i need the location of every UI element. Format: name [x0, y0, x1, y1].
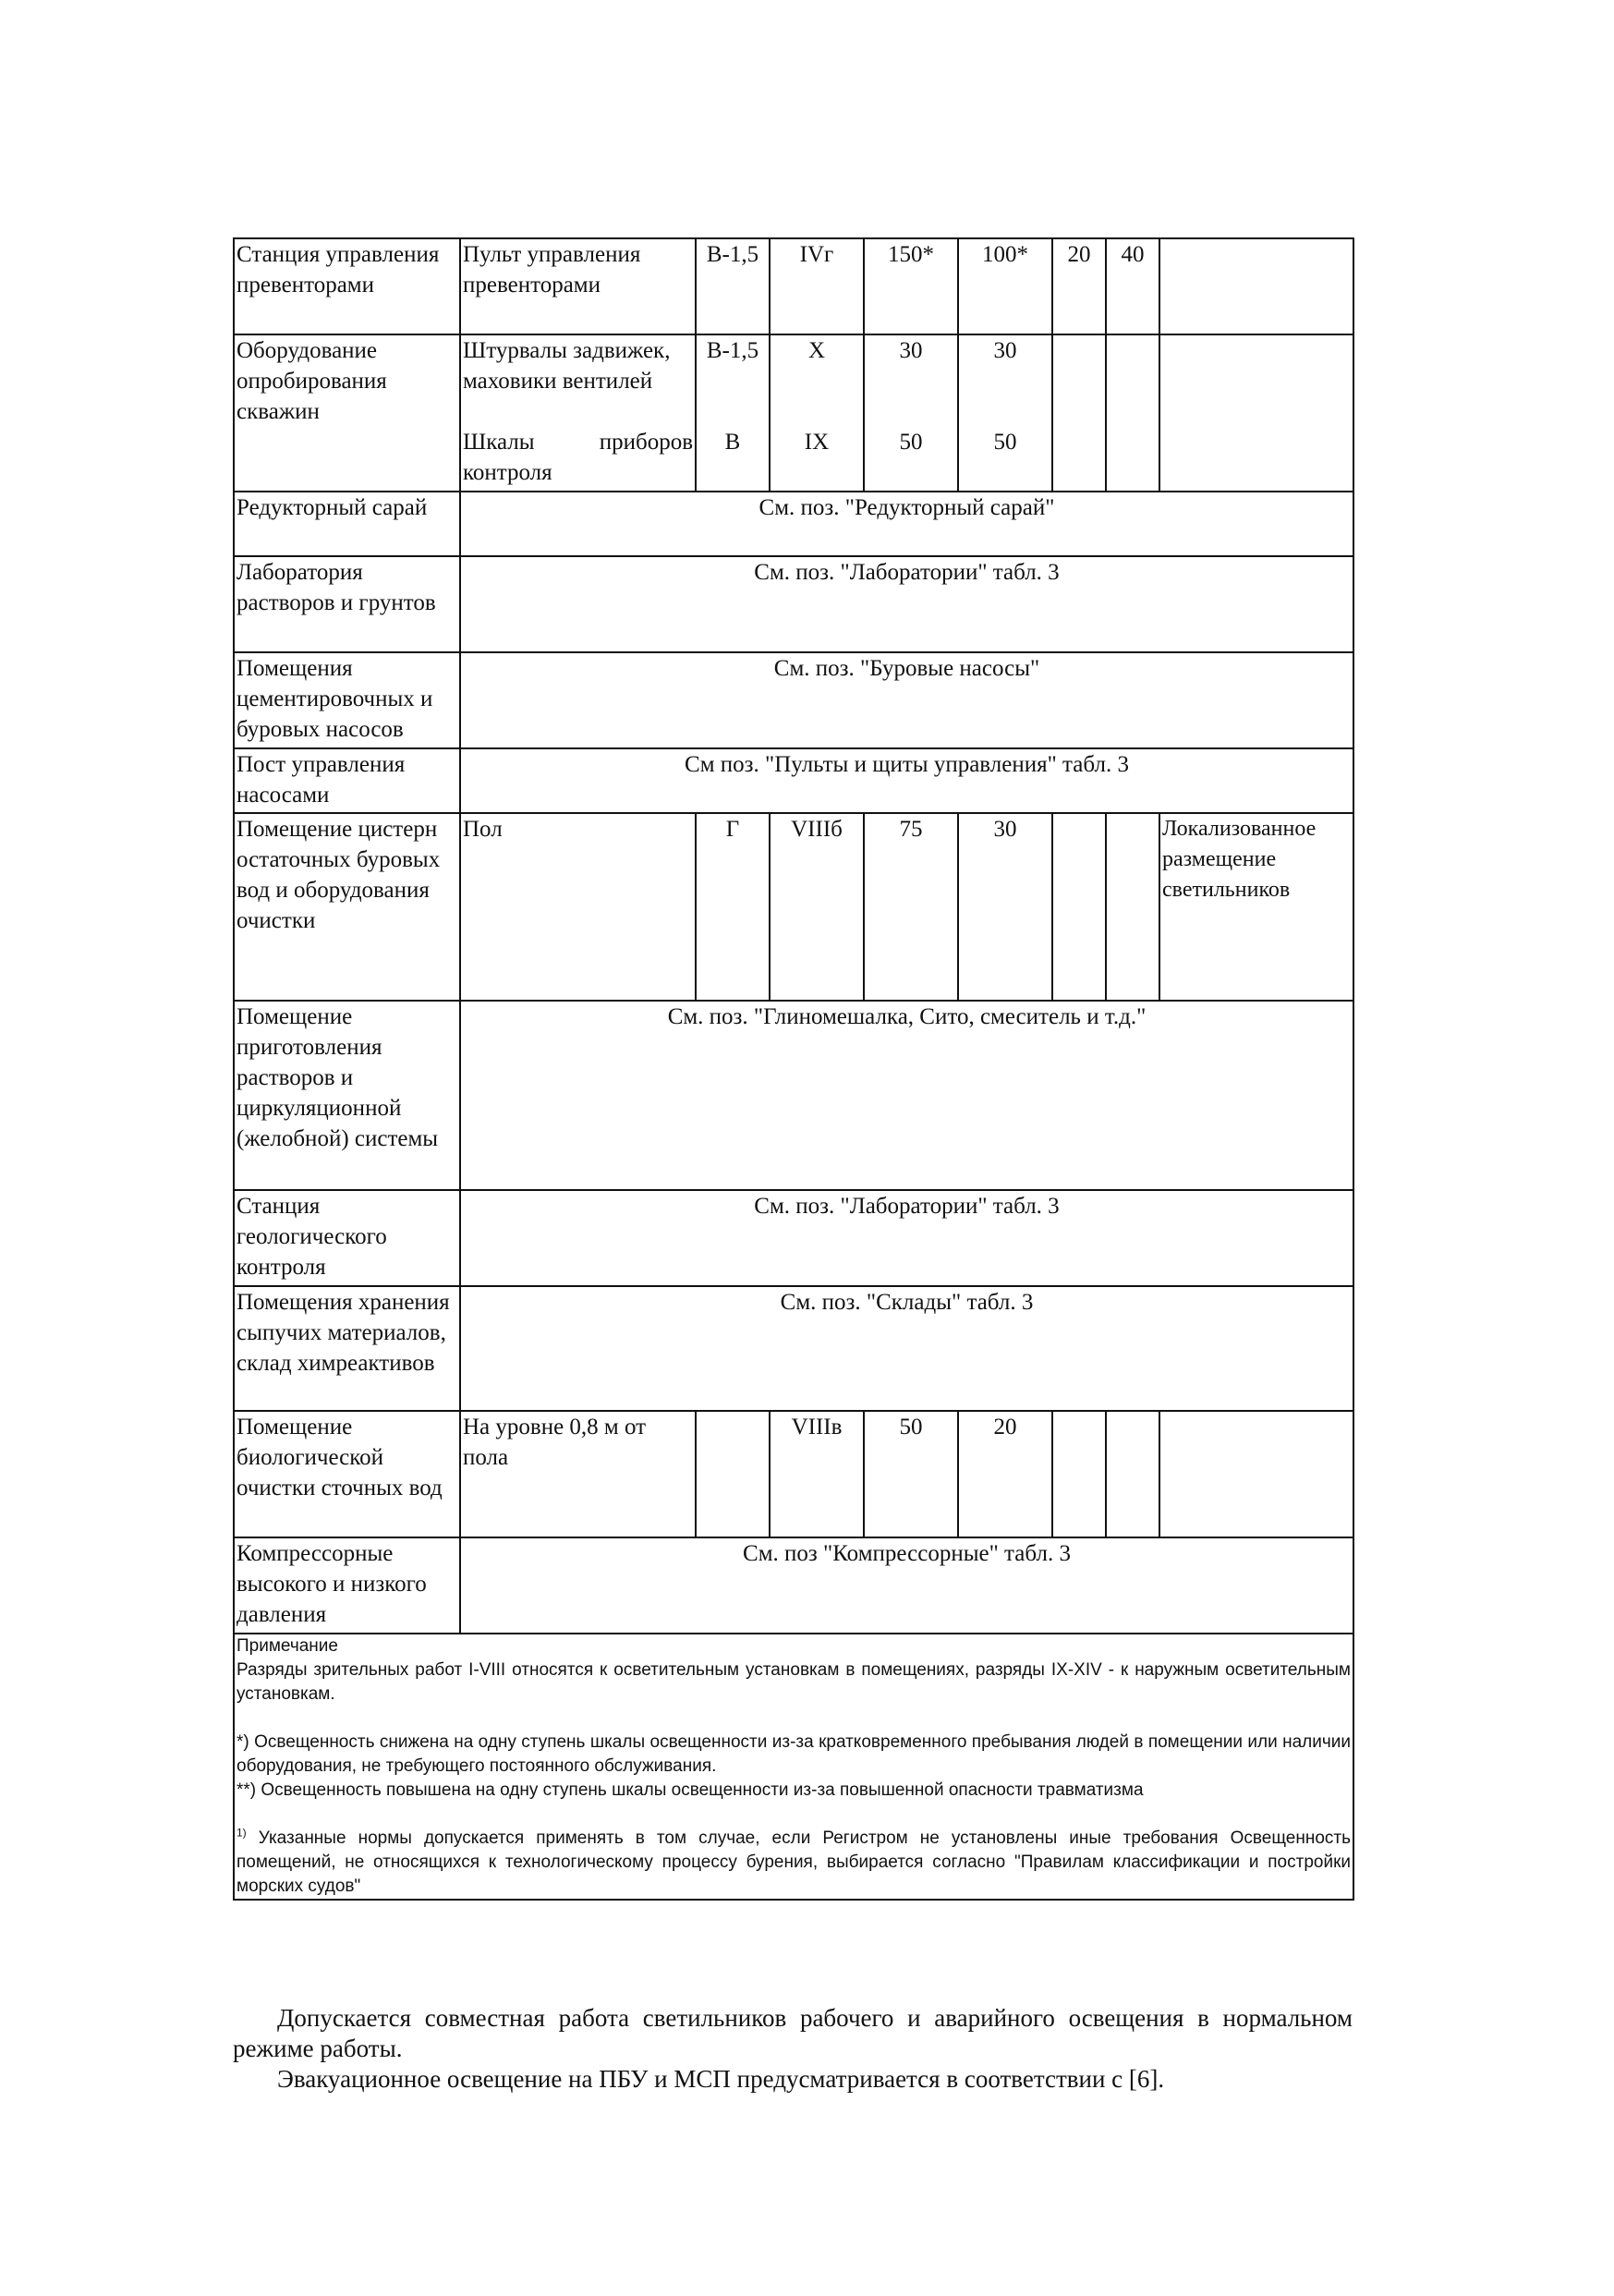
work-surface: Пульт управления превенторами — [460, 238, 696, 334]
category: Г — [696, 813, 770, 1001]
illuminance-2-b: 50 — [993, 430, 1017, 455]
reference-text: См. поз. "Лаборатории" табл. 3 — [460, 1190, 1353, 1286]
category — [696, 1411, 770, 1537]
body-paragraph: Эвакуационное освещение на ПБУ и МСП предусматривается в соответствии с [6]. — [277, 2065, 1165, 2093]
table-row — [234, 238, 1353, 334]
room-name: Редукторный сарай — [234, 492, 460, 556]
illuminance-2: 20 — [958, 1411, 1052, 1537]
coefficient-1: 20 — [1052, 238, 1106, 334]
body-text — [233, 2003, 1353, 2095]
illuminance-1-a: 30 — [899, 338, 923, 363]
note-cell — [1159, 238, 1353, 334]
room-name: Лаборатория растворов и грунтов — [234, 556, 460, 652]
notes-block — [234, 1634, 1353, 1900]
room-name: Станция геологического контроля — [234, 1190, 460, 1286]
work-surface: На уровне 0,8 м от пола — [460, 1411, 696, 1537]
lighting-norms-table — [233, 237, 1354, 1901]
coefficient-1 — [1052, 1411, 1106, 1537]
illuminance-2: 30 — [958, 813, 1052, 1001]
visual-work-grade-a: X — [807, 338, 826, 363]
work-surface-a: Штурвалы задвижек, маховики вентилей — [463, 338, 671, 394]
illuminance-1: 150* — [864, 238, 958, 334]
notes-paragraph: **) Освещенность повышена на одну ступень шкалы освещенности из-за повышенной опасности травматизма — [237, 1780, 1144, 1800]
table-row — [234, 748, 1353, 813]
category — [696, 334, 770, 492]
illuminance-1: 50 — [864, 1411, 958, 1537]
table-row — [234, 1190, 1353, 1286]
work-surface — [460, 334, 696, 492]
reference-text: См. поз. "Редукторный сарай" — [460, 492, 1353, 556]
notes-footnote — [237, 1827, 1351, 1899]
table-row — [234, 556, 1353, 652]
room-name: Оборудование опробирования скважин — [234, 334, 460, 492]
visual-work-grade: VIIIв — [770, 1411, 864, 1537]
coefficient-2 — [1106, 334, 1159, 492]
notes-title: Примечание — [237, 1636, 338, 1656]
table-row — [234, 1286, 1353, 1411]
reference-text: См. поз "Компрессорные" табл. 3 — [460, 1537, 1353, 1634]
coefficient-2 — [1106, 1411, 1159, 1537]
coefficient-2 — [1106, 813, 1159, 1001]
table-row — [234, 813, 1353, 1001]
room-name: Помещение приготовления растворов и циркуляционной (желобной) системы — [234, 1001, 460, 1190]
illuminance-1-b: 50 — [899, 430, 923, 455]
room-name: Помещения хранения сыпучих материалов, склад химреактивов — [234, 1286, 460, 1411]
visual-work-grade: IVг — [770, 238, 864, 334]
body-paragraph: Допускается совместная работа светильников рабочего и аварийного освещения в нормальном режиме работы. — [233, 2004, 1353, 2062]
illuminance-2 — [958, 334, 1052, 492]
room-name: Помещение цистерн остаточных буровых вод и оборудования очистки — [234, 813, 460, 1001]
table-row — [234, 492, 1353, 556]
reference-text: См. поз. "Склады" табл. 3 — [460, 1286, 1353, 1411]
room-name: Пост управления насосами — [234, 748, 460, 813]
table-row — [234, 334, 1353, 492]
reference-text: См. поз. "Буровые насосы" — [460, 652, 1353, 748]
note-cell — [1159, 1411, 1353, 1537]
room-name: Станция управления превенторами — [234, 238, 460, 334]
visual-work-grade — [770, 334, 864, 492]
coefficient-1 — [1052, 334, 1106, 492]
notes-paragraph: *) Освещенность снижена на одну ступень шкалы освещенности из-за кратковременного пребывания людей в помещении или наличии оборудования, не требующего постоянного обслуживания. — [237, 1732, 1351, 1776]
room-name: Помещение биологической очистки сточных вод — [234, 1411, 460, 1537]
notes-paragraph: Разряды зрительных работ I-VIII относятся к осветительным установкам в помещениях, разряды IX-XIV - к наружным осветительным установкам. — [237, 1660, 1351, 1704]
note-cell — [1159, 334, 1353, 492]
reference-text: См. поз. "Глиномешалка, Сито, смеситель и т.д." — [460, 1001, 1353, 1190]
category-a: В-1,5 — [706, 338, 759, 363]
table-row — [234, 1001, 1353, 1190]
notes-spacer — [237, 1803, 1351, 1827]
coefficient-2: 40 — [1106, 238, 1159, 334]
coefficient-1 — [1052, 813, 1106, 1001]
room-name: Помещения цементировочных и буровых насосов — [234, 652, 460, 748]
category-b: В — [724, 430, 741, 455]
illuminance-1: 75 — [864, 813, 958, 1001]
notes-spacer — [237, 1707, 1351, 1731]
table-row — [234, 1411, 1353, 1537]
reference-text: См поз. "Пульты и щиты управления" табл. 3 — [460, 748, 1353, 813]
illuminance-2-a: 30 — [993, 338, 1017, 363]
reference-text: См. поз. "Лаборатории" табл. 3 — [460, 556, 1353, 652]
visual-work-grade: VIIIб — [770, 813, 864, 1001]
room-name: Компрессорные высокого и низкого давления — [234, 1537, 460, 1634]
note-cell: Локализованное размещение светильников — [1159, 813, 1353, 1001]
work-surface-b: Шкалы приборов контроля — [463, 430, 693, 485]
work-surface: Пол — [460, 813, 696, 1001]
table-row — [234, 1537, 1353, 1634]
illuminance-1 — [864, 334, 958, 492]
footnote-text: Указанные нормы допускается применять в том случае, если Регистром не установлены иные требования Освещенность помещений, не относящихся к технологическому процессу бурения, выбирается согласно "Правилам классификации и постройки морских судов" — [237, 1828, 1352, 1896]
footnote-mark: 1) — [237, 1826, 247, 1840]
illuminance-2: 100* — [958, 238, 1052, 334]
visual-work-grade-b: IX — [804, 430, 830, 455]
table-row — [234, 652, 1353, 748]
notes-row — [234, 1634, 1353, 1900]
category: В-1,5 — [696, 238, 770, 334]
